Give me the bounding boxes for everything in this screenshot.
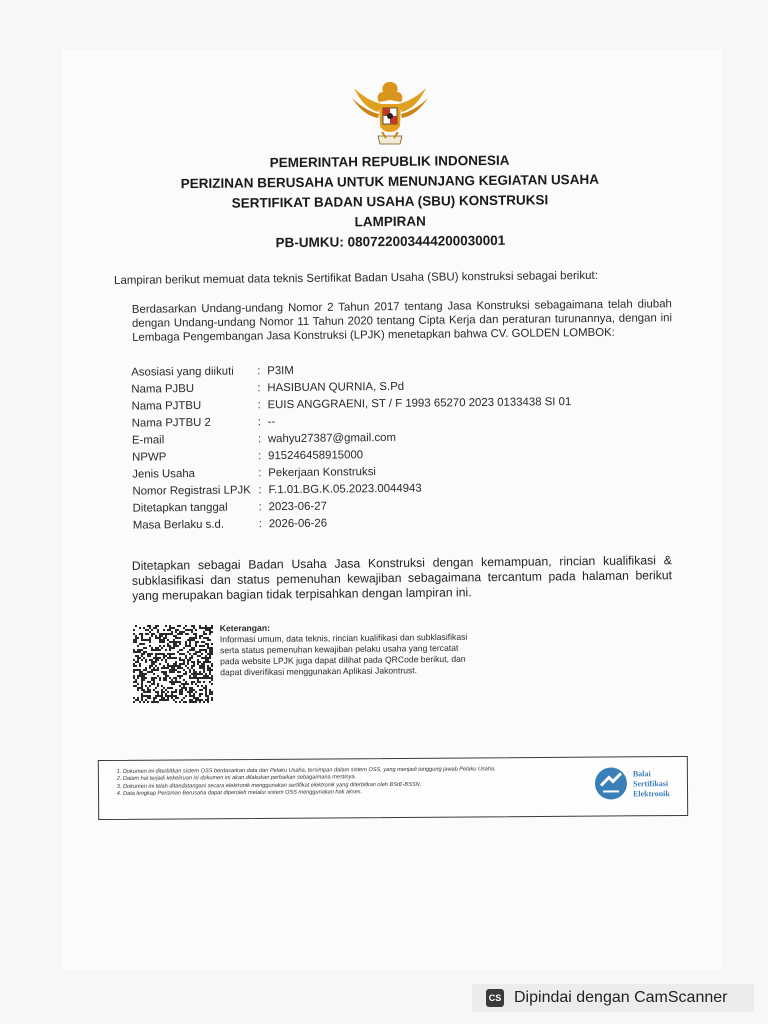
camscanner-logo-icon: CS <box>486 989 504 1007</box>
field-colon: : <box>258 467 262 480</box>
footer-note-item: 4. Data lengkap Perizinan Berusaha dapat diperoleh melalui sistem OSS menggunakan hak akses. <box>123 788 585 799</box>
field-label: NPWP <box>132 451 167 464</box>
footer-disclaimer-box <box>98 756 688 820</box>
camscanner-watermark <box>472 984 754 1012</box>
field-colon: : <box>258 501 262 514</box>
field-value: P3IM <box>267 364 294 378</box>
field-value: HASIBUAN QURNIA, S.Pd <box>267 380 405 395</box>
document-header <box>119 149 660 255</box>
field-colon: : <box>258 450 262 463</box>
field-label: Nama PJTBU 2 <box>131 416 211 430</box>
field-value: -- <box>267 416 276 429</box>
field-value: F.1.01.BG.K.05.2023.0044943 <box>268 482 422 497</box>
bsre-line: Sertifikasi <box>632 779 669 789</box>
field-colon: : <box>258 484 262 497</box>
bsre-logo <box>593 765 685 808</box>
field-label: Nama PJTBU <box>131 399 202 413</box>
field-label: Jenis Usaha <box>132 467 196 481</box>
field-colon: : <box>257 365 261 378</box>
footer-notes <box>105 766 585 799</box>
legal-basis-paragraph: Berdasarkan Undang-undang Nomor 2 Tahun 2017 tentang Jasa Konstruksi sebagaimana telah diubah dengan Undang-undang Nomor 11 Tahun 2020 tentang Cipta Kerja dan peraturan turunannya, dengan ini Lembaga Pengembangan Jasa Konstruksi (LPJK) menetapkan bahwa CV. GOLDEN LOMBOK: <box>131 298 673 344</box>
bsre-line: Elektronik <box>633 789 670 799</box>
field-colon: : <box>257 416 261 429</box>
field-label: Ditetapkan tanggal <box>132 501 228 515</box>
field-value: wahyu27387@gmail.com <box>267 431 397 446</box>
field-value: 915246458915000 <box>268 449 364 463</box>
header-certificate-title: SERTIFIKAT BADAN USAHA (SBU) KONSTRUKSI <box>231 192 549 211</box>
notes-block <box>220 621 471 679</box>
notes-title: Keterangan: <box>219 622 270 634</box>
decision-paragraph: Ditetapkan sebagai Badan Usaha Jasa Konstruksi dengan kemampuan, rincian kualifikasi & subklasifikasi dan status pemenuhan kewajiban sebagaimana tercantum pada halaman berikut yang merupakan bagian tidak terpisahkan dengan lampiran ini. <box>131 553 673 603</box>
company-data-table <box>131 359 633 534</box>
field-colon: : <box>258 518 263 531</box>
field-value: 2023-06-27 <box>268 500 327 514</box>
garuda-emblem-icon <box>348 78 432 150</box>
field-value: 2026-06-26 <box>268 517 328 531</box>
header-attachment: LAMPIRAN <box>354 213 426 230</box>
field-label: Masa Berlaku s.d. <box>132 518 225 532</box>
field-value: Pekerjaan Konstruksi <box>268 466 376 480</box>
footer-note-item: 3. Dokumen ini telah ditandatangani secara elektronik menggunakan sertifikat elektronik yang diterbitkan oleh BSrE-BSSN. <box>123 780 585 791</box>
footer-note-item: 1. Dokumen ini diterbitkan sistem OSS berdasarkan data dari Pelaku Usaha, tersimpan dalam sistem OSS, yang menjadi tanggung jawab Pelaku Usaha. <box>123 766 585 777</box>
notes-text: Informasi umum, data teknis, rincian kualifikasi dan subklasifikasi serta status pemenuhan kewajiban pelaku usaha yang tercatat pada website LPJK juga dapat dilihat pada QRCode berikut, dan dapat diverifikasi menggunakan Aplikasi Jakontrust. <box>219 631 468 678</box>
field-colon: : <box>257 382 261 395</box>
field-label: Nomor Registrasi LPJK <box>132 484 251 498</box>
field-label: Asosiasi yang diikuti <box>131 365 234 379</box>
header-permit-title: PERIZINAN BERUSAHA UNTUK MENUNJANG KEGIATAN USAHA <box>180 171 599 192</box>
bsre-emblem-icon <box>593 765 629 801</box>
field-label: Nama PJBU <box>131 382 195 396</box>
field-value: EUIS ANGGRAENI, ST / F 1993 65270 2023 0133438 SI 01 <box>267 396 572 412</box>
field-colon: : <box>257 399 261 412</box>
field-colon: : <box>257 433 262 446</box>
field-label: E-mail <box>131 434 165 447</box>
watermark-text: Dipindai dengan CamScanner <box>514 989 728 1006</box>
footer-note-item: 2. Dalam hal terjadi kekeliruan isi dokumen ini akan dilakukan perbaikan sebagaimana mestinya. <box>123 773 585 784</box>
header-pb-umku: PB-UMKU: 080722003444200030001 <box>275 232 506 251</box>
intro-text: Lampiran berikut memuat data teknis Sertifikat Badan Usaha (SBU) konstruksi sebagai berikut: <box>113 269 598 287</box>
header-government: PEMERINTAH REPUBLIK INDONESIA <box>269 152 510 171</box>
bsre-name <box>633 769 670 799</box>
bsre-line: Balai <box>632 769 651 779</box>
qr-code-icon <box>133 625 213 703</box>
